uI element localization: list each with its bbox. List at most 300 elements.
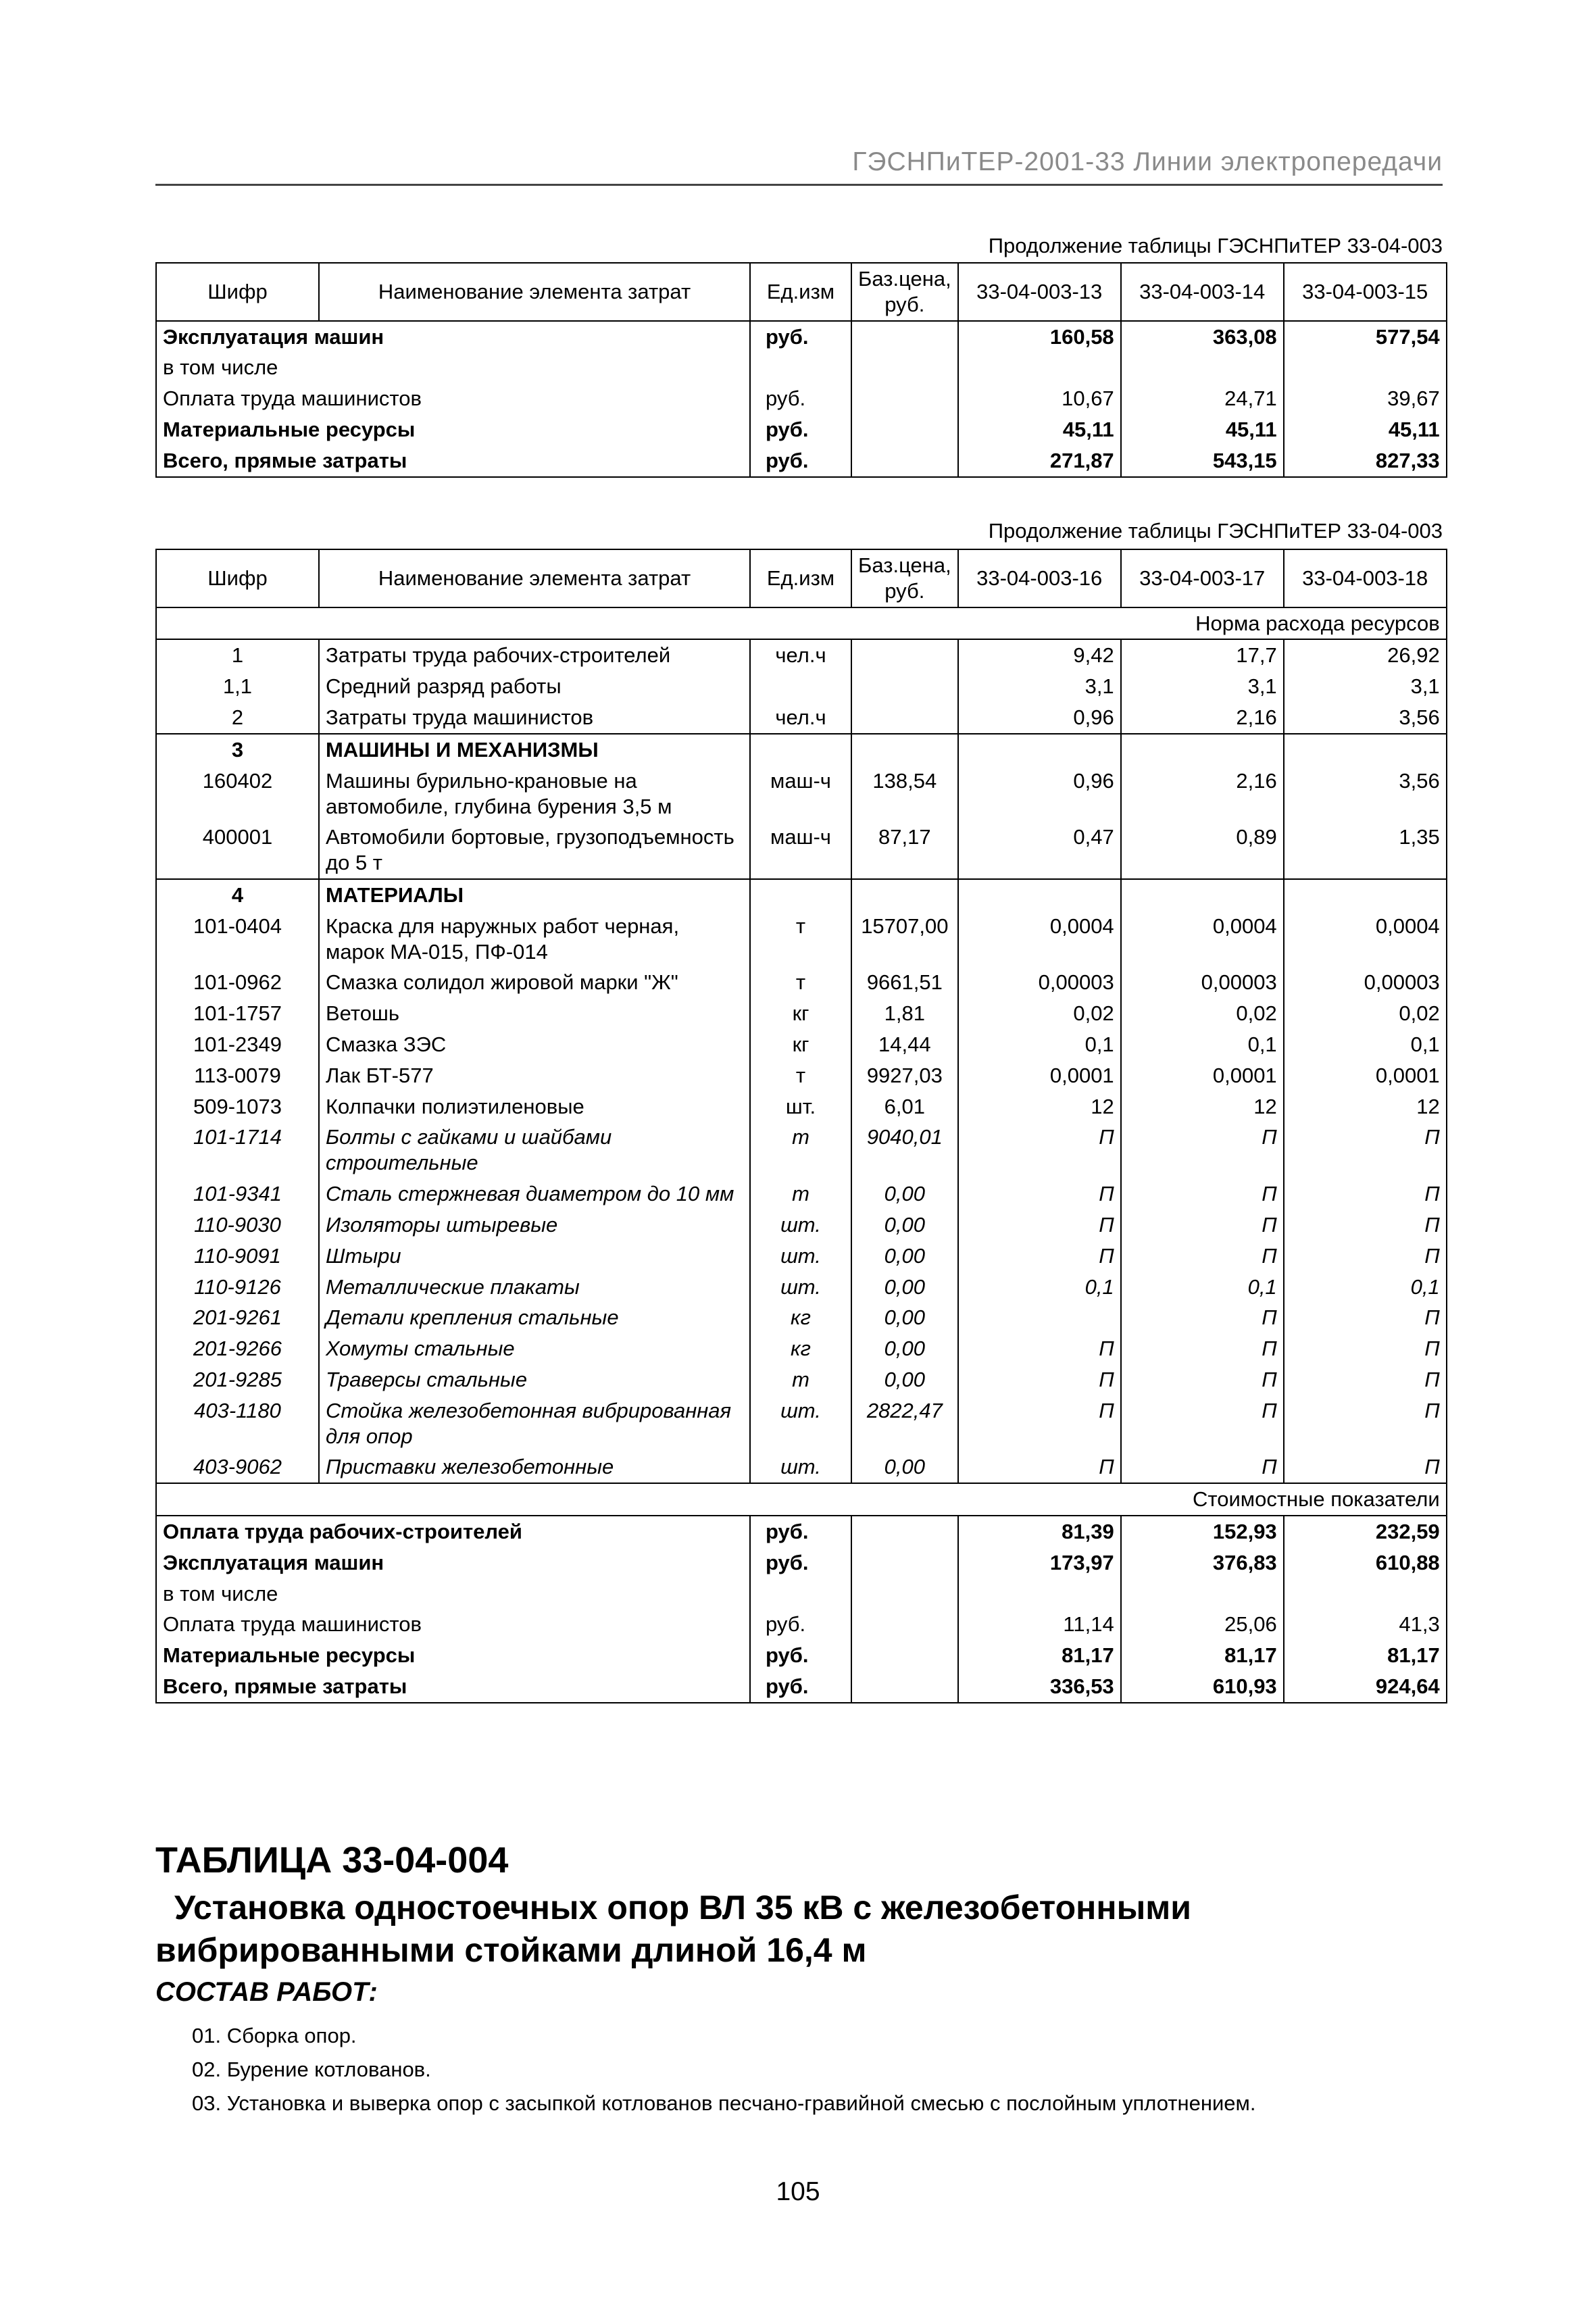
resource-name: Штыри [319,1241,750,1272]
running-header: ГЭСНПиТЕР-2001-33 Линии электропередачи [852,147,1443,176]
resource-price [851,702,958,734]
resource-price: 14,44 [851,1029,958,1060]
resource-row [156,1395,1447,1452]
resource-name: Стойка железобетонная вибрированная для опор [319,1395,750,1452]
resource-code: 101-0404 [156,911,319,968]
resource-row [156,1302,1447,1333]
resource-code: 403-9062 [156,1451,319,1483]
resource-row [156,1091,1447,1122]
summary-value [1121,1578,1284,1610]
resource-row [156,967,1447,998]
resource-value: П [958,1210,1121,1241]
table2-body [156,639,1447,1483]
resource-value: 0,1 [958,1272,1121,1303]
resource-value: 0,00003 [958,967,1121,998]
summary-label: Всего, прямые затраты [156,445,750,477]
resource-code: 1,1 [156,671,319,702]
table2 [155,549,1447,1703]
summary-value: 39,67 [1284,383,1447,414]
resource-value: 0,02 [1121,998,1284,1029]
summary-label: Материальные ресурсы [156,1640,750,1671]
col-code-17: 33-04-003-17 [1121,549,1284,607]
summary-value [958,1578,1121,1610]
resource-value: 0,00003 [1121,967,1284,998]
summary-value [1121,352,1284,383]
resource-name: Смазка ЗЭС [319,1029,750,1060]
resource-value: П [1284,1364,1447,1395]
resource-price: 87,17 [851,822,958,879]
resource-value: П [1121,1302,1284,1333]
resource-name: Хомуты стальные [319,1333,750,1364]
resource-value: 0,02 [958,998,1121,1029]
work-step: 02. Бурение котлованов. [192,2058,431,2081]
resource-row [156,1122,1447,1178]
resource-unit: кг [750,998,851,1029]
section-code: ТАБЛИЦА 33-04-004 [155,1840,509,1881]
col-unit-header: Ед.изм [750,549,851,607]
resource-value: П [1121,1451,1284,1483]
resource-code: 3 [156,734,319,766]
resource-value [958,734,1121,766]
resource-unit: маш-ч [750,822,851,879]
resource-value: 0,0004 [1284,911,1447,968]
resource-value [1121,734,1284,766]
summary-value [1284,352,1447,383]
resource-price [851,734,958,766]
resource-price: 0,00 [851,1333,958,1364]
resource-value: П [1284,1178,1447,1210]
resource-value: П [958,1333,1121,1364]
resource-price: 0,00 [851,1451,958,1483]
summary-unit: руб. [750,1516,851,1547]
resource-name: Смазка солидол жировой марки "Ж" [319,967,750,998]
resource-value: П [1284,1241,1447,1272]
work-step: 03. Установка и выверка опор с засыпкой котлованов песчано-гравийной смесью с послойным уплотнением. [192,2091,1256,2115]
summary-label: Оплата труда рабочих-строителей [156,1516,750,1547]
resource-name: Сталь стержневая диаметром до 10 мм [319,1178,750,1210]
resource-name: МАТЕРИАЛЫ [319,879,750,911]
summary-value: 336,53 [958,1671,1121,1703]
summary-value: 10,67 [958,383,1121,414]
resource-value [1284,879,1447,911]
resource-unit: т [750,1122,851,1178]
col-code-18: 33-04-003-18 [1284,549,1447,607]
table1-body [156,321,1447,477]
resource-unit: шт. [750,1241,851,1272]
resource-value: П [1284,1451,1447,1483]
norm-label-row [156,607,1447,640]
summary-value: 45,11 [1284,414,1447,445]
resource-value: 0,0001 [1284,1060,1447,1091]
resource-unit: кг [750,1029,851,1060]
cost-label-row [156,1483,1447,1516]
resource-unit [750,734,851,766]
resource-price: 15707,00 [851,911,958,968]
resource-unit: кг [750,1302,851,1333]
resource-code: 110-9091 [156,1241,319,1272]
resource-price: 2822,47 [851,1395,958,1452]
resource-price [851,671,958,702]
resource-value: П [1121,1241,1284,1272]
summary-value: 152,93 [1121,1516,1284,1547]
summary-row [156,1516,1447,1547]
summary-unit [750,1578,851,1610]
summary-row [156,1547,1447,1578]
resource-price: 0,00 [851,1364,958,1395]
summary-row [156,1609,1447,1640]
table1 [155,262,1447,478]
summary-value: 376,83 [1121,1547,1284,1578]
resource-price: 1,81 [851,998,958,1029]
col-code-13: 33-04-003-13 [958,263,1121,321]
resource-code: 400001 [156,822,319,879]
resource-code: 101-0962 [156,967,319,998]
summary-unit [750,352,851,383]
summary-value: 363,08 [1121,321,1284,353]
resource-row [156,702,1447,734]
resource-code: 110-9126 [156,1272,319,1303]
resource-value: 2,16 [1121,766,1284,822]
resource-price: 0,00 [851,1302,958,1333]
summary-empty-cell [851,1609,958,1640]
resource-unit: т [750,967,851,998]
resource-value: 26,92 [1284,639,1447,671]
summary-empty-cell [851,445,958,477]
resource-name: Траверсы стальные [319,1364,750,1395]
resource-row [156,1210,1447,1241]
header-rule [155,184,1443,186]
resource-row [156,1272,1447,1303]
resource-value: П [1284,1302,1447,1333]
summary-empty-cell [851,352,958,383]
resource-value: 3,56 [1284,766,1447,822]
resource-name: Затраты труда рабочих-строителей [319,639,750,671]
summary-value: 81,17 [1284,1640,1447,1671]
summary-unit: руб. [750,414,851,445]
resource-code: 201-9285 [156,1364,319,1395]
resource-row [156,1178,1447,1210]
summary-value [958,352,1121,383]
resource-value: П [1121,1364,1284,1395]
resource-value: П [1121,1178,1284,1210]
summary-value: 81,39 [958,1516,1121,1547]
summary-empty-cell [851,1671,958,1703]
summary-label: Материальные ресурсы [156,414,750,445]
resource-code: 201-9261 [156,1302,319,1333]
resource-code: 101-9341 [156,1178,319,1210]
resource-value [1284,734,1447,766]
resource-row [156,998,1447,1029]
resource-unit: т [750,1178,851,1210]
resource-value: 0,0004 [958,911,1121,968]
resource-price: 9661,51 [851,967,958,998]
summary-label: в том числе [156,352,750,383]
table1-caption: Продолжение таблицы ГЭСНПиТЕР 33-04-003 [988,234,1443,257]
resource-name: Болты с гайками и шайбами строительные [319,1122,750,1178]
resource-value: 0,96 [958,766,1121,822]
summary-value: 924,64 [1284,1671,1447,1703]
summary-value: 271,87 [958,445,1121,477]
summary-empty-cell [851,321,958,353]
col-price-header: Баз.цена, руб. [851,549,958,607]
resource-price: 9040,01 [851,1122,958,1178]
table1-header-row [156,263,1447,321]
summary-value: 232,59 [1284,1516,1447,1547]
resource-price: 6,01 [851,1091,958,1122]
resource-price: 0,00 [851,1210,958,1241]
resource-price [851,639,958,671]
resource-name: Лак БТ-577 [319,1060,750,1091]
resource-value: П [958,1241,1121,1272]
resource-value: 0,89 [1121,822,1284,879]
resource-value [958,1302,1121,1333]
summary-value: 81,17 [1121,1640,1284,1671]
summary-value [1284,1578,1447,1610]
summary-row [156,1640,1447,1671]
resource-unit: шт. [750,1210,851,1241]
summary-empty-cell [851,1547,958,1578]
summary-label: Оплата труда машинистов [156,383,750,414]
resource-unit: шт. [750,1395,851,1452]
resource-code: 1 [156,639,319,671]
resource-value: П [958,1122,1121,1178]
summary-empty-cell [851,1578,958,1610]
resource-unit: шт. [750,1451,851,1483]
summary-unit: руб. [750,1547,851,1578]
summary-value: 610,88 [1284,1547,1447,1578]
summary-value: 543,15 [1121,445,1284,477]
col-price-header: Баз.цена, руб. [851,263,958,321]
col-name-header: Наименование элемента затрат [319,549,750,607]
resource-unit: шт. [750,1272,851,1303]
resource-name: Приставки железобетонные [319,1451,750,1483]
resource-value: 0,1 [1284,1272,1447,1303]
resource-name: Детали крепления стальные [319,1302,750,1333]
resource-unit: чел.ч [750,639,851,671]
resource-row [156,1364,1447,1395]
resource-value: П [1284,1395,1447,1452]
resource-code: 160402 [156,766,319,822]
col-code-header: Шифр [156,549,319,607]
resource-value: П [958,1395,1121,1452]
resource-name: МАШИНЫ И МЕХАНИЗМЫ [319,734,750,766]
resource-unit: чел.ч [750,702,851,734]
resource-row [156,822,1447,879]
resource-unit [750,879,851,911]
resource-value: 0,0001 [958,1060,1121,1091]
resource-price [851,879,958,911]
summary-unit: руб. [750,383,851,414]
resource-price: 138,54 [851,766,958,822]
summary-unit: руб. [750,1671,851,1703]
summary-value: 81,17 [958,1640,1121,1671]
table2-header-row [156,549,1447,607]
resource-code: 4 [156,879,319,911]
summary-row [156,352,1447,383]
summary-row [156,414,1447,445]
resource-value: 0,00003 [1284,967,1447,998]
summary-value: 160,58 [958,321,1121,353]
summary-unit: руб. [750,1609,851,1640]
resource-price: 0,00 [851,1178,958,1210]
resource-value: П [1121,1210,1284,1241]
summary-row [156,1671,1447,1703]
resource-value: 12 [958,1091,1121,1122]
resource-value: П [1121,1395,1284,1452]
summary-unit: руб. [750,1640,851,1671]
resource-code: 113-0079 [156,1060,319,1091]
page-number: 105 [776,2177,820,2206]
summary-empty-cell [851,414,958,445]
resource-unit: т [750,911,851,968]
resource-price: 0,00 [851,1272,958,1303]
resource-value: П [958,1451,1121,1483]
summary-empty-cell [851,1516,958,1547]
resource-unit: маш-ч [750,766,851,822]
resource-value: 0,1 [1121,1272,1284,1303]
resource-value: 12 [1121,1091,1284,1122]
resource-row [156,879,1447,911]
summary-empty-cell [851,1640,958,1671]
resource-value: 0,96 [958,702,1121,734]
resource-code: 201-9266 [156,1333,319,1364]
summary-value: 827,33 [1284,445,1447,477]
col-code-14: 33-04-003-14 [1121,263,1284,321]
resource-value: 0,02 [1284,998,1447,1029]
summary-empty-cell [851,383,958,414]
resource-row [156,639,1447,671]
summary-unit: руб. [750,445,851,477]
resource-price: 9927,03 [851,1060,958,1091]
resource-name: Машины бурильно-крановые на автомобиле, глубина бурения 3,5 м [319,766,750,822]
resource-name: Колпачки полиэтиленовые [319,1091,750,1122]
resource-value [1121,879,1284,911]
resource-code: 110-9030 [156,1210,319,1241]
resource-value: 0,1 [958,1029,1121,1060]
resource-value: П [1284,1333,1447,1364]
resource-code: 509-1073 [156,1091,319,1122]
resource-value: 3,1 [1284,671,1447,702]
table2-caption: Продолжение таблицы ГЭСНПиТЕР 33-04-003 [988,519,1443,543]
resource-value [958,879,1121,911]
section-title-line2: вибрированными стойками длиной 16,4 м [155,1931,867,1969]
summary-label: Всего, прямые затраты [156,1671,750,1703]
resource-value: 9,42 [958,639,1121,671]
section-title [155,1887,1439,1972]
resource-unit: шт. [750,1091,851,1122]
resource-value: 3,1 [1121,671,1284,702]
resource-value: 3,1 [958,671,1121,702]
resource-value: 0,1 [1121,1029,1284,1060]
resource-name: Ветошь [319,998,750,1029]
summary-value: 45,11 [1121,414,1284,445]
resource-name: Металлические плакаты [319,1272,750,1303]
summary-value: 25,06 [1121,1609,1284,1640]
resource-code: 2 [156,702,319,734]
norm-label: Норма расхода ресурсов [156,607,1447,640]
resource-value: 12 [1284,1091,1447,1122]
work-steps [192,2019,1255,2120]
resource-value: П [1284,1210,1447,1241]
col-code-header: Шифр [156,263,319,321]
resource-row [156,1451,1447,1483]
resource-price: 0,00 [851,1241,958,1272]
summary-value: 11,14 [958,1609,1121,1640]
resource-value: 0,1 [1284,1029,1447,1060]
col-unit-header: Ед.изм [750,263,851,321]
summary-label: Эксплуатация машин [156,1547,750,1578]
col-code-15: 33-04-003-15 [1284,263,1447,321]
resource-value: 0,0004 [1121,911,1284,968]
summary-value: 610,93 [1121,1671,1284,1703]
resource-value: П [1121,1333,1284,1364]
composition-label: СОСТАВ РАБОТ: [155,1977,378,2007]
col-name-header: Наименование элемента затрат [319,263,750,321]
cost-label: Стоимостные показатели [156,1483,1447,1516]
resource-row [156,766,1447,822]
summary-row [156,321,1447,353]
resource-row [156,734,1447,766]
resource-value: П [958,1178,1121,1210]
resource-value: П [1121,1122,1284,1178]
resource-code: 101-1757 [156,998,319,1029]
resource-row [156,1333,1447,1364]
resource-row [156,1241,1447,1272]
resource-name: Средний разряд работы [319,671,750,702]
resource-name: Затраты труда машинистов [319,702,750,734]
summary-value: 577,54 [1284,321,1447,353]
summary-value: 41,3 [1284,1609,1447,1640]
resource-value: 2,16 [1121,702,1284,734]
summary-unit: руб. [750,321,851,353]
section-title-line1: Установка одностоечных опор ВЛ 35 кВ с железобетонными [174,1889,1192,1926]
resource-name: Изоляторы штыревые [319,1210,750,1241]
resource-value: 0,47 [958,822,1121,879]
resource-row [156,1060,1447,1091]
resource-name: Автомобили бортовые, грузоподъемность до 5 т [319,822,750,879]
summary-label: в том числе [156,1578,750,1610]
summary-row [156,383,1447,414]
summary-row [156,1578,1447,1610]
resource-code: 403-1180 [156,1395,319,1452]
summary-label: Эксплуатация машин [156,321,750,353]
resource-row [156,671,1447,702]
resource-code: 101-1714 [156,1122,319,1178]
resource-code: 101-2349 [156,1029,319,1060]
summary-value: 24,71 [1121,383,1284,414]
resource-row [156,1029,1447,1060]
resource-unit: т [750,1364,851,1395]
summary-value: 173,97 [958,1547,1121,1578]
resource-row [156,911,1447,968]
col-code-16: 33-04-003-16 [958,549,1121,607]
resource-name: Краска для наружных работ черная, марок МА-015, ПФ-014 [319,911,750,968]
resource-value: 17,7 [1121,639,1284,671]
summary-value: 45,11 [958,414,1121,445]
summary-label: Оплата труда машинистов [156,1609,750,1640]
resource-unit: т [750,1060,851,1091]
resource-unit: кг [750,1333,851,1364]
resource-value: П [1284,1122,1447,1178]
table2-summary [156,1516,1447,1703]
resource-value: П [958,1364,1121,1395]
resource-value: 1,35 [1284,822,1447,879]
resource-value: 0,0001 [1121,1060,1284,1091]
work-step: 01. Сборка опор. [192,2024,357,2047]
resource-value: 3,56 [1284,702,1447,734]
summary-row [156,445,1447,477]
resource-unit [750,671,851,702]
